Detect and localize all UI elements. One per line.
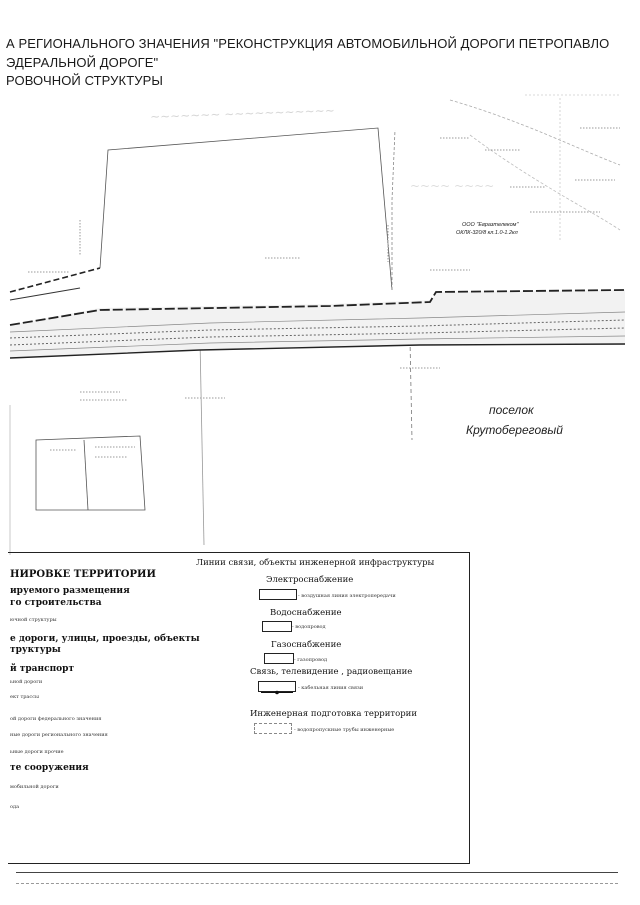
- legend-group4-item2: ода: [10, 804, 20, 810]
- faded-labels: [150, 103, 494, 193]
- legend-group1-item: ючной структуры: [10, 617, 57, 623]
- legend-section-engineering-heading: Инженерная подготовка территории: [250, 709, 418, 719]
- footer-rule-bottom: [16, 883, 618, 884]
- svg-text:~~~~ ~~~~: ~~~~ ~~~~: [410, 179, 495, 193]
- legend-section-water-item: - водопровод: [292, 624, 326, 630]
- legend-group4-heading: те сооружения: [10, 763, 89, 773]
- legend-section-electricity-item: - воздушная линия электропередачи: [298, 593, 396, 599]
- legend-group4-item1: мобильной дороги: [10, 784, 59, 790]
- legend-group3-item5: ьные дороги прочие: [10, 749, 64, 755]
- page-title-line-3: РОВОЧНОЙ СТРУКТУРЫ: [6, 73, 163, 88]
- footer-rule-top: [16, 872, 618, 873]
- legend-group3-item4: ные дороги регионального значения: [10, 732, 108, 738]
- road-corridor: [10, 288, 625, 358]
- power-line-symbol: [259, 589, 297, 600]
- legend-group3-item1: ьной дороги: [10, 679, 43, 685]
- cable-line-icon: [259, 688, 295, 697]
- water-pipe-symbol: [262, 621, 292, 632]
- legend-right-title: Линии связи, объекты инженерной инфраструктуры: [196, 558, 435, 568]
- legend-group2-line2: труктуры: [10, 645, 61, 655]
- legend-heading: НИРОВКЕ ТЕРРИТОРИИ: [10, 569, 156, 580]
- legend-section-gas-item: - газопровод: [294, 657, 328, 663]
- legend-group2-line1: е дороги, улицы, проезды, объекты: [10, 634, 200, 644]
- page-title-line-2: ЭДЕРАЛЬНОЙ ДОРОГЕ": [6, 55, 159, 70]
- settlement-label-line-2: Крутобереговый: [466, 423, 563, 437]
- legend-section-water-heading: Водоснабжение: [270, 608, 342, 618]
- page-title-line-1: А РЕГИОНАЛЬНОГО ЗНАЧЕНИЯ "РЕКОНСТРУКЦИЯ АВТОМОБИЛЬНОЙ ДОРОГИ ПЕТРОПАВЛО: [6, 36, 610, 51]
- legend-section-telecom-item: - кабельная линия связи: [298, 685, 364, 691]
- legend-section-electricity-heading: Электроснабжение: [266, 575, 354, 585]
- legend-box: [8, 552, 470, 864]
- culvert-symbol: [254, 723, 292, 734]
- company-label: ООО "Евразтелеком": [462, 222, 519, 228]
- settlement-label-line-1: поселок: [489, 403, 534, 417]
- cable-line-symbol: [258, 681, 296, 692]
- company-code-label: ОКЛК-320/8 кл.1.0-1.2кл: [456, 230, 518, 236]
- legend-group1-line1: ируемого размещения: [10, 586, 130, 596]
- legend-section-engineering-item: - водопропускные трубы инженерные: [294, 727, 395, 733]
- legend-section-telecom-heading: Связь, телевидение , радиовещание: [250, 667, 413, 677]
- legend-section-gas-heading: Газоснабжение: [271, 640, 342, 650]
- gas-pipe-symbol: [264, 653, 294, 664]
- legend-group3-item2: ект трассы: [10, 694, 39, 700]
- svg-text:~~~~~~~ ~~~~~~~~~~~: ~~~~~~~ ~~~~~~~~~~~: [149, 103, 335, 124]
- legend-group1-line2: го строительства: [10, 598, 102, 608]
- legend-group3-heading: й транспорт: [10, 664, 75, 674]
- legend-group3-item3: ой дороги федерального значения: [10, 716, 102, 722]
